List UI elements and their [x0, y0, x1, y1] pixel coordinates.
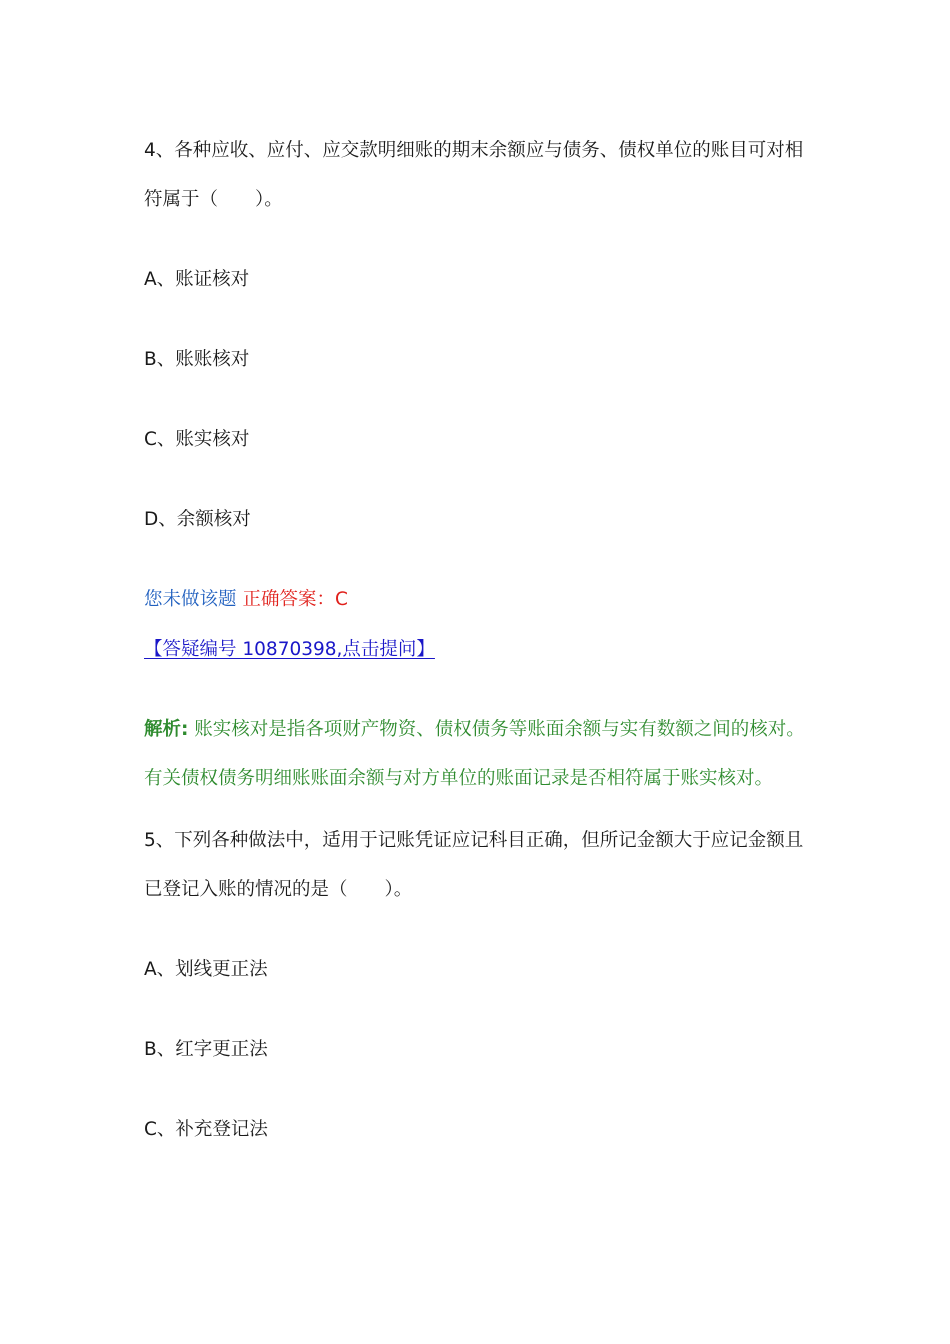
q5-stem-line1: 5、下列各种做法中，适用于记账凭证应记科目正确，但所记金额大于应记金额且 — [144, 830, 804, 851]
not-done-status: 您未做该题 — [144, 589, 237, 610]
q4-stem-line2: 符属于（ ）。 — [144, 189, 283, 210]
correct-answer: 正确答案：C — [242, 589, 348, 610]
q4-stem-line1: 4、各种应收、应付、应交款明细账的期末余额应与债务、债权单位的账目可对相 — [144, 140, 804, 161]
q5-option-c: C、补充登记法 — [144, 1119, 268, 1140]
q5-option-b: B、红字更正法 — [144, 1039, 268, 1060]
q5-option-a: A、划线更正法 — [144, 959, 268, 980]
q5-stem-line2: 已登记入账的情况的是（ ）。 — [144, 879, 413, 900]
q4-option-b: B、账账核对 — [144, 349, 250, 370]
q4-option-d: D、余额核对 — [144, 509, 251, 530]
q4-analysis-line1 — [144, 717, 805, 743]
qa-ask-link[interactable]: 【答疑编号 10870398,点击提问】 — [144, 639, 435, 660]
q4-analysis-line2: 有关债权债务明细账账面余额与对方单位的账面记录是否相符属于账实核对。 — [144, 768, 774, 789]
analysis-text-1: 账实核对是指各项财产物资、债权债务等账面余额与实有数额之间的核对。 — [194, 719, 805, 740]
analysis-label: 解析: — [144, 719, 189, 740]
q4-qa-row — [144, 637, 435, 663]
q4-status-row — [144, 587, 348, 613]
q4-option-a: A、账证核对 — [144, 269, 250, 290]
q4-option-c: C、账实核对 — [144, 429, 250, 450]
